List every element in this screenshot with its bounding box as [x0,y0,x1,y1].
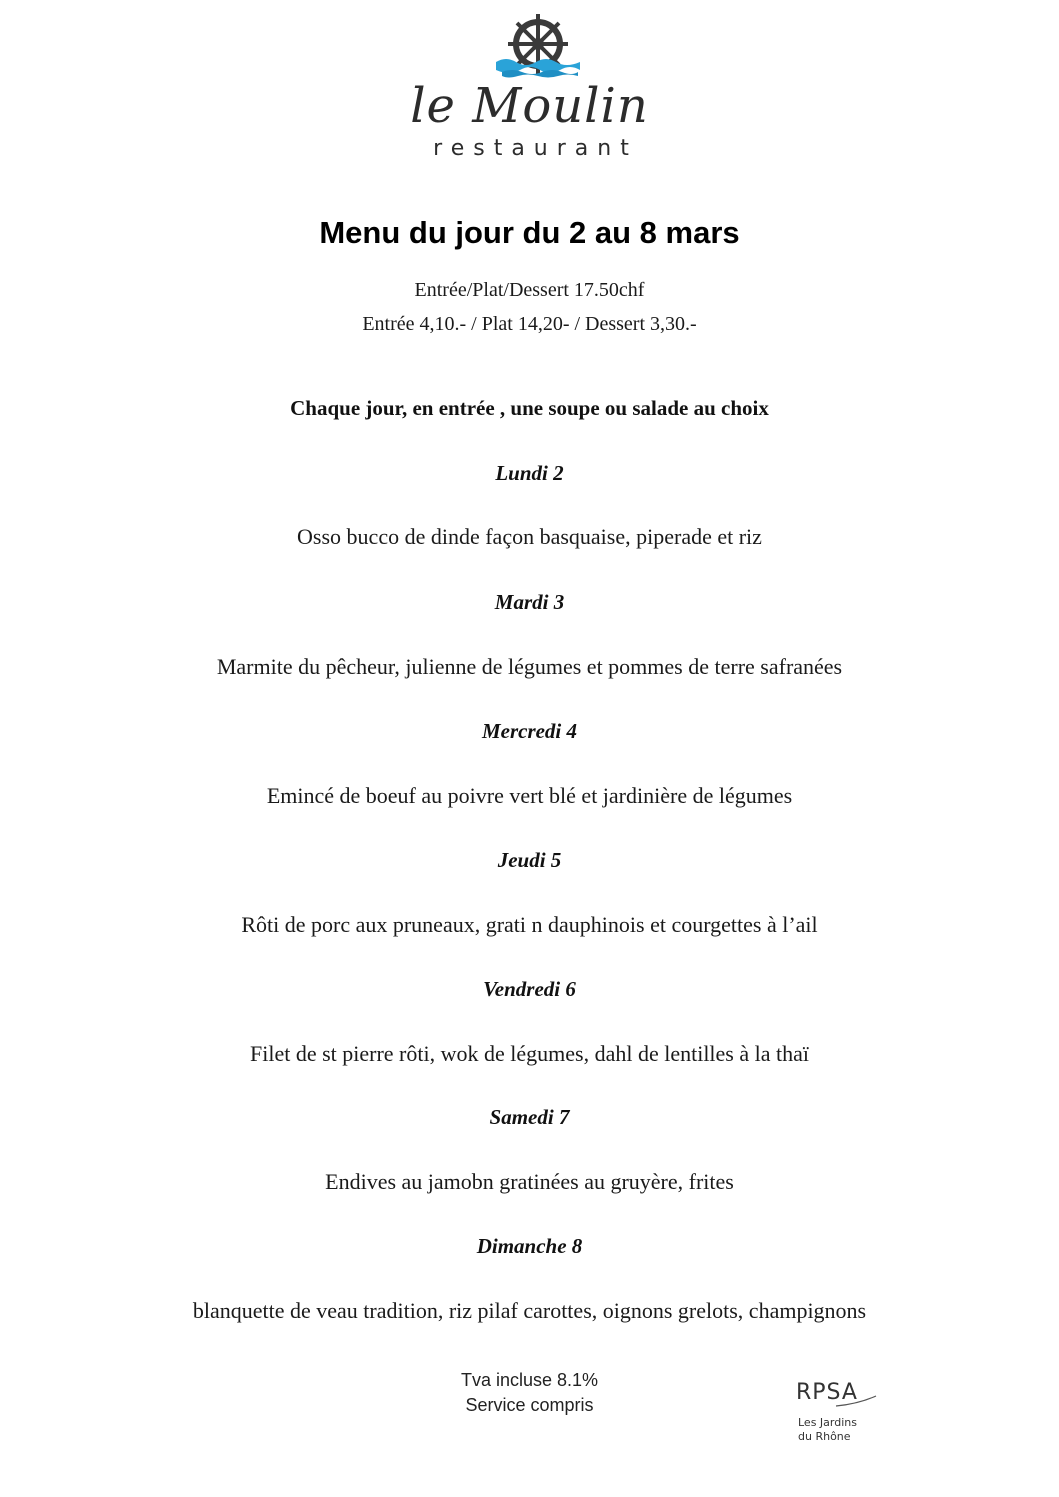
price-full-menu: Entrée/Plat/Dessert 17.50chf [414,279,645,301]
day-heading: Dimanche 8 [476,1234,583,1258]
service-note: Service compris [465,1395,594,1415]
dish-text: blanquette de veau tradition, riz pilaf carottes, oignons grelots, champignons [192,1298,867,1323]
partner-line-2: du Rhône [798,1430,851,1443]
intro-line: Chaque jour, en entrée , une soupe ou salade au choix [290,396,769,420]
dish-text: Emincé de boeuf au poivre vert blé et jardinière de légumes [266,783,793,808]
partner-name: RPSA [796,1380,858,1405]
dish-text: Rôti de porc aux pruneaux, grati n dauphinois et courgettes à l’ail [241,912,818,937]
dish-text: Osso bucco de dinde façon basquaise, piperade et riz [297,524,762,549]
tva-note: Tva incluse 8.1% [460,1370,599,1390]
logo-name: le Moulin [410,78,649,134]
day-heading: Vendredi 6 [483,977,576,1001]
day-heading: Mardi 3 [494,590,565,614]
day-heading: Mercredi 4 [481,719,578,743]
logo-subtitle: restaurant [433,136,638,161]
day-heading: Jeudi 5 [497,848,562,872]
page-title: Menu du jour du 2 au 8 mars [319,215,740,250]
price-separate: Entrée 4,10.- / Plat 14,20- / Dessert 3,30.- [362,313,697,335]
day-heading: Samedi 7 [489,1105,570,1129]
partner-line-1: Les Jardins [798,1416,857,1429]
day-heading: Lundi 2 [495,461,564,485]
dish-text: Marmite du pêcheur, julienne de légumes et pommes de terre safranées [216,654,843,679]
ship-wheel-waves-icon [492,12,584,82]
partner-logo [796,1380,886,1450]
swoosh-icon [796,1394,886,1408]
dish-text: Filet de st pierre rôti, wok de légumes, dahl de lentilles à la thaï [249,1041,809,1066]
dish-text: Endives au jamobn gratinées au gruyère, frites [325,1169,734,1194]
